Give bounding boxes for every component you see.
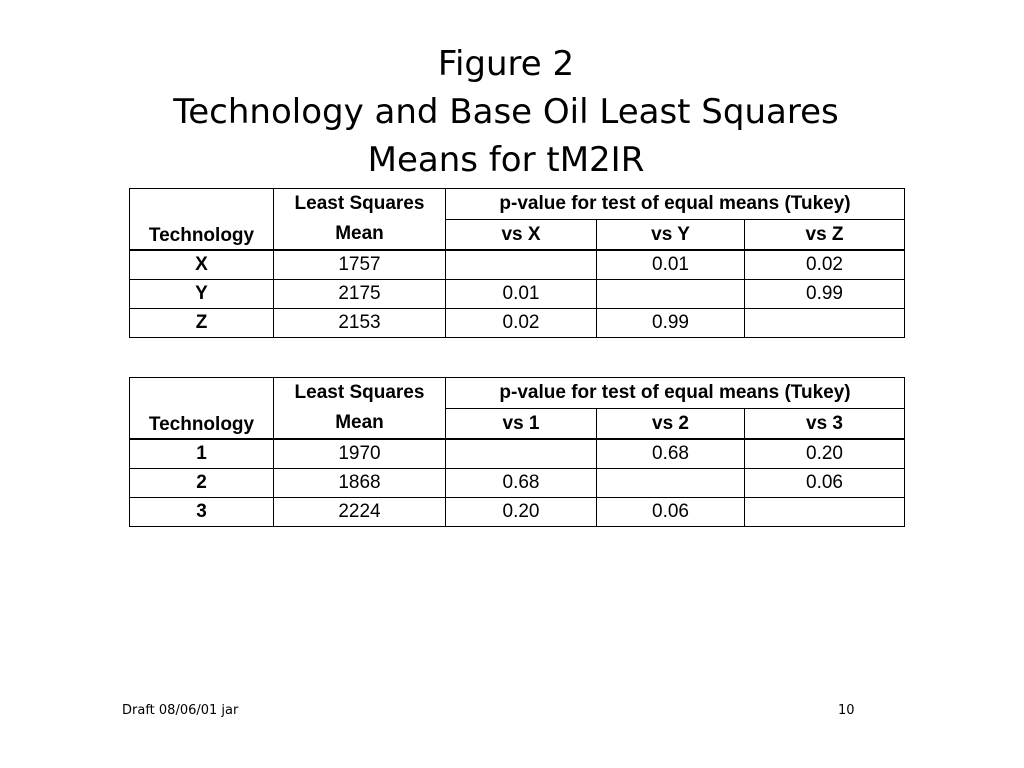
slide-title (0, 40, 1012, 184)
pvalue-cell (745, 309, 905, 338)
title-line-3: Means for tM2IR (367, 140, 645, 180)
column-header-lsm-line-1: Least Squares (294, 382, 425, 403)
table-header-row (130, 378, 905, 409)
pvalue-cell: 0.01 (597, 250, 745, 280)
pvalue-cell (446, 250, 597, 280)
pvalue-cell: 0.99 (597, 309, 745, 338)
row-label: 3 (130, 498, 274, 527)
mean-cell: 1970 (274, 439, 446, 469)
row-label: X (130, 250, 274, 280)
column-header-vs-1: vs 1 (446, 409, 597, 440)
pvalue-cell (597, 469, 745, 498)
column-header-least-squares-mean (274, 189, 446, 251)
pvalue-cell: 0.68 (446, 469, 597, 498)
pvalue-cell: 0.20 (745, 439, 905, 469)
column-header-vs-2: vs 2 (597, 409, 745, 440)
pvalue-cell (597, 280, 745, 309)
pvalue-cell: 0.02 (745, 250, 905, 280)
pvalue-cell: 0.99 (745, 280, 905, 309)
pvalue-cell: 0.06 (745, 469, 905, 498)
mean-cell: 1757 (274, 250, 446, 280)
column-header-lsm-line-2: Mean (335, 412, 384, 433)
pvalue-cell: 0.68 (597, 439, 745, 469)
row-label: Z (130, 309, 274, 338)
draft-footer: Draft 08/06/01 jar (122, 703, 239, 718)
column-header-pvalue: p-value for test of equal means (Tukey) (446, 378, 905, 409)
mean-cell: 2153 (274, 309, 446, 338)
pvalue-cell: 0.20 (446, 498, 597, 527)
mean-cell: 1868 (274, 469, 446, 498)
pvalue-cell: 0.06 (597, 498, 745, 527)
row-label: 1 (130, 439, 274, 469)
pvalue-cell (446, 439, 597, 469)
mean-cell: 2175 (274, 280, 446, 309)
column-header-pvalue: p-value for test of equal means (Tukey) (446, 189, 905, 220)
table-row (130, 280, 905, 309)
pvalue-cell: 0.01 (446, 280, 597, 309)
base-oil-means-table (129, 377, 905, 527)
pvalue-cell (745, 498, 905, 527)
column-header-lsm-line-2: Mean (335, 223, 384, 244)
column-header-vs-z: vs Z (745, 220, 905, 251)
technology-means-table (129, 188, 905, 338)
pvalue-cell: 0.02 (446, 309, 597, 338)
column-header-vs-x: vs X (446, 220, 597, 251)
column-header-vs-3: vs 3 (745, 409, 905, 440)
table-row (130, 439, 905, 469)
title-line-2: Technology and Base Oil Least Squares (173, 92, 839, 132)
column-header-least-squares-mean (274, 378, 446, 440)
table-row (130, 498, 905, 527)
mean-cell: 2224 (274, 498, 446, 527)
row-label: 2 (130, 469, 274, 498)
column-header-lsm-line-1: Least Squares (294, 193, 425, 214)
column-header-technology: Technology (130, 378, 274, 440)
table-header-row (130, 189, 905, 220)
column-header-technology: Technology (130, 189, 274, 251)
row-label: Y (130, 280, 274, 309)
table-row (130, 469, 905, 498)
column-header-vs-y: vs Y (597, 220, 745, 251)
title-line-1: Figure 2 (437, 44, 575, 84)
page-number: 10 (838, 703, 855, 718)
table-row (130, 309, 905, 338)
table-row (130, 250, 905, 280)
